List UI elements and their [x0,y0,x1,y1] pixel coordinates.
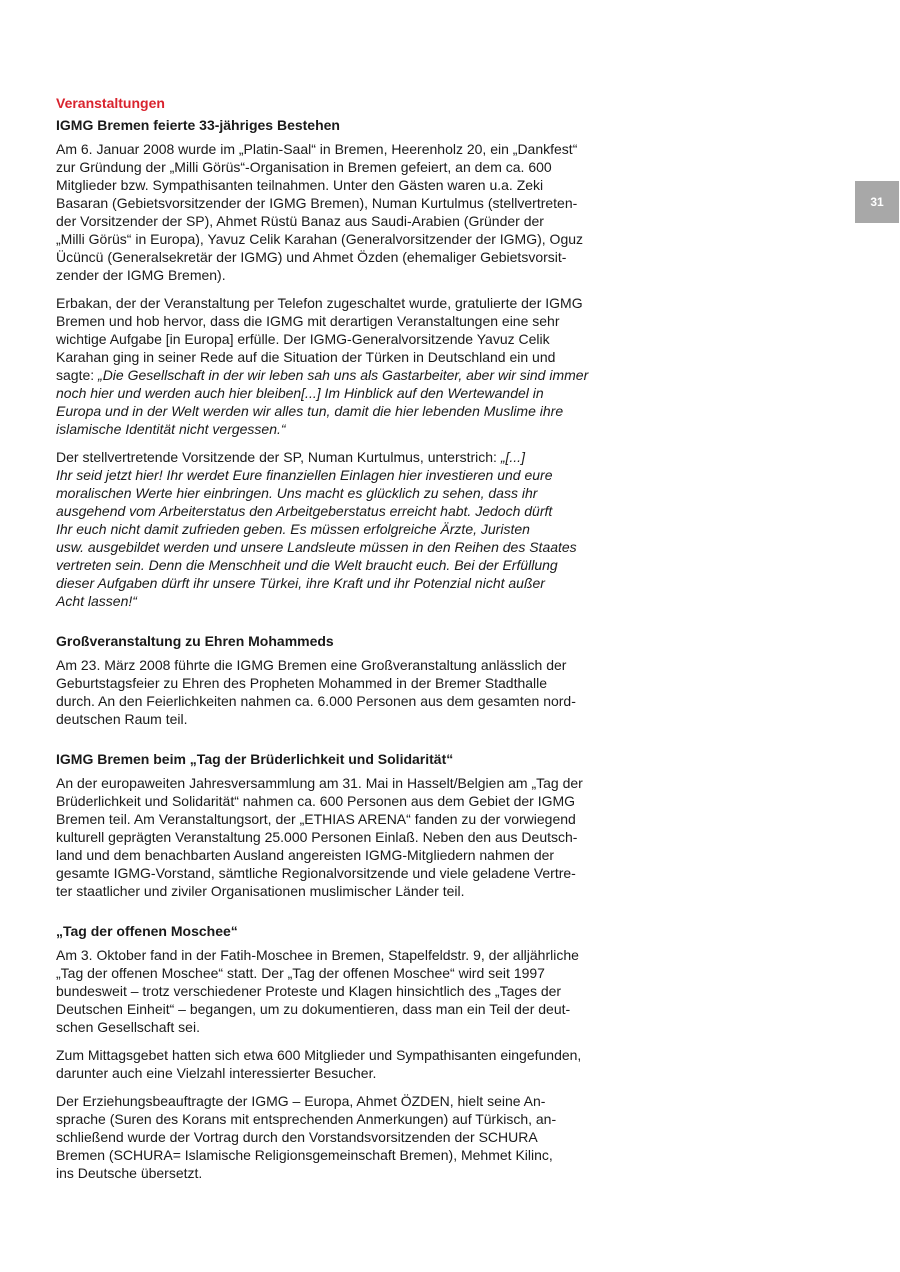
text-line [56,1046,608,1064]
text-run: Basaran (Gebietsvorsitzender der IGMG Bremen), Numan Kurtulmus (stellvertreten- [56,195,578,211]
paragraph [56,294,608,438]
section-heading: „Tag der offenen Moschee“ [56,923,238,939]
text-run: zender der IGMG Bremen). [56,267,226,283]
text-run: Der stellvertretende Vorsitzende der SP, Numan Kurtulmus, unterstrich: [56,449,501,465]
text-run: darunter auch eine Vielzahl interessierter Besucher. [56,1065,377,1081]
text-run: schen Gesellschaft sei. [56,1019,200,1035]
text-line [56,402,608,420]
text-line [56,176,608,194]
text-line [56,1018,608,1036]
paragraph [56,946,608,1036]
page-number: 31 [870,195,884,209]
paragraph [56,448,608,610]
text-run: noch hier und werden auch hier bleiben[...] Im Hinblick auf den Wertewandel in [56,385,544,401]
text-line [56,556,608,574]
text-run: Ücüncü (Generalsekretär der IGMG) und Ahmet Özden (ehemaliger Gebietsvorsit- [56,249,567,265]
text-line [56,674,608,692]
quote-start: „[...] [500,449,525,465]
text-line [56,592,608,610]
text-line [56,538,608,556]
text-line [56,448,608,466]
text-run: Am 3. Oktober fand in der Fatih-Moschee in Bremen, Stapelfeldstr. 9, der alljährliche [56,947,579,963]
paragraph [56,140,608,284]
text-line [56,366,608,384]
section-heading: IGMG Bremen beim „Tag der Brüderlichkeit und Solidarität“ [56,751,454,767]
text-run: islamische Identität nicht vergessen.“ [56,421,286,437]
text-line [56,330,608,348]
section-heading: Großveranstaltung zu Ehren Mohammeds [56,633,334,649]
text-line [56,946,608,964]
text-line [56,574,608,592]
text-run: zur Gründung der „Milli Görüs“-Organisation in Bremen gefeiert, an dem ca. 600 [56,159,552,175]
text-line [56,656,608,674]
text-line [56,230,608,248]
text-run: Erbakan, der der Veranstaltung per Telefon zugeschaltet wurde, gratulierte der IGMG [56,295,583,311]
text-line [56,792,608,810]
paragraph [56,656,608,728]
text-run: ter staatlicher und ziviler Organisationen muslimischer Länder teil. [56,883,465,899]
text-run: der Vorsitzender der SP), Ahmet Rüstü Banaz aus Saudi-Arabien (Gründer der [56,213,544,229]
quote-start: „Die Gesellschaft in der wir leben sah uns als Gastarbeiter, aber wir sind immer [98,367,589,383]
section-label: Veranstaltungen [56,95,165,111]
text-line [56,212,608,230]
paragraph [56,1046,608,1082]
text-line [56,774,608,792]
text-line [56,1064,608,1082]
text-run: bundesweit – trotz verschiedener Proteste und Klagen hinsichtlich des „Tages der [56,983,562,999]
text-run: Ihr seid jetzt hier! Ihr werdet Eure finanziellen Einlagen hier investieren und eure [56,467,553,483]
text-run: gesamte IGMG-Vorstand, sämtliche Regionalvorsitzende und viele geladene Vertre- [56,865,576,881]
text-line [56,194,608,212]
text-run: ins Deutsche übersetzt. [56,1165,203,1181]
text-run: sagte: [56,367,99,383]
text-line [56,248,608,266]
text-line [56,520,608,538]
text-line [56,502,608,520]
text-run: sprache (Suren des Korans mit entsprechenden Anmerkungen) auf Türkisch, an- [56,1111,557,1127]
text-run: Europa und in der Welt werden wir alles tun, damit die hier lebenden Muslime ihre [56,403,564,419]
text-run: dieser Aufgaben dürft ihr unsere Türkei, ihre Kraft und ihr Potenzial nicht außer [56,575,545,591]
text-line [56,964,608,982]
text-line [56,864,608,882]
text-line [56,1164,608,1182]
text-run: Bremen und hob hervor, dass die IGMG mit derartigen Veranstaltungen eine sehr [56,313,560,329]
text-line [56,710,608,728]
text-line [56,882,608,900]
text-line [56,982,608,1000]
text-run: Acht lassen!“ [56,593,137,609]
text-run: Deutschen Einheit“ – begangen, um zu dokumentieren, dass man ein Teil der deut- [56,1001,571,1017]
text-line [56,294,608,312]
text-line [56,140,608,158]
text-line [56,810,608,828]
text-line [56,484,608,502]
text-run: Geburtstagsfeier zu Ehren des Propheten Mohammed in der Bremer Stadthalle [56,675,548,691]
text-run: durch. An den Feierlichkeiten nahmen ca. 6.000 Personen aus dem gesamten nord- [56,693,576,709]
text-line [56,348,608,366]
text-run: ausgehend vom Arbeiterstatus den Arbeitgeberstatus erreicht habt. Jedoch dürft [56,503,553,519]
text-line [56,846,608,864]
text-run: deutschen Raum teil. [56,711,188,727]
text-run: Mitglieder bzw. Sympathisanten teilnahmen. Unter den Gästen waren u.a. Zeki [56,177,544,193]
text-run: An der europaweiten Jahresversammlung am 31. Mai in Hasselt/Belgien am „Tag der [56,775,583,791]
paragraph [56,1092,608,1182]
text-line [56,1000,608,1018]
text-run: kulturell geprägten Veranstaltung 25.000 Personen Einlaß. Neben den aus Deutsch- [56,829,578,845]
text-run: moralischen Werte hier einbringen. Uns macht es glücklich zu sehen, dass ihr [56,485,538,501]
text-line [56,828,608,846]
page-number-tab [855,181,899,223]
paragraph [56,774,608,900]
text-line [56,1110,608,1128]
text-run: Karahan ging in seiner Rede auf die Situation der Türken in Deutschland ein und [56,349,556,365]
text-run: Am 6. Januar 2008 wurde im „Platin-Saal“ in Bremen, Heerenholz 20, ein „Dankfest“ [56,141,578,157]
text-line [56,266,608,284]
text-run: schließend wurde der Vortrag durch den Vorstandsvorsitzenden der SCHURA [56,1129,538,1145]
text-run: Der Erziehungsbeauftragte der IGMG – Europa, Ahmet ÖZDEN, hielt seine An- [56,1093,546,1109]
text-run: land und dem benachbarten Ausland angereisten IGMG-Mitgliedern nahmen der [56,847,555,863]
text-line [56,158,608,176]
text-run: vertreten sein. Denn die Menschheit und die Welt braucht euch. Bei der Erfüllung [56,557,558,573]
text-line [56,1146,608,1164]
text-line [56,466,608,484]
text-line [56,384,608,402]
text-line [56,1128,608,1146]
text-run: usw. ausgebildet werden und unsere Landsleute müssen in den Reihen des Staates [56,539,577,555]
text-run: „Milli Görüs“ in Europa), Yavuz Celik Karahan (Generalvorsitzender der IGMG), Oguz [56,231,584,247]
text-run: Zum Mittagsgebet hatten sich etwa 600 Mitglieder und Sympathisanten eingefunden, [56,1047,582,1063]
text-line [56,312,608,330]
text-run: Brüderlichkeit und Solidarität“ nahmen ca. 600 Personen aus dem Gebiet der IGMG [56,793,576,809]
text-line [56,420,608,438]
section-heading: IGMG Bremen feierte 33-jähriges Bestehen [56,117,340,133]
text-run: Ihr euch nicht damit zufrieden geben. Es müssen erfolgreiche Ärzte, Juristen [56,521,530,537]
text-line [56,1092,608,1110]
text-run: Bremen (SCHURA= Islamische Religionsgemeinschaft Bremen), Mehmet Kilinc, [56,1147,553,1163]
text-run: Bremen teil. Am Veranstaltungsort, der „ETHIAS ARENA“ fanden zu der vorwiegend [56,811,576,827]
text-run: „Tag der offenen Moschee“ statt. Der „Tag der offenen Moschee“ wird seit 1997 [56,965,545,981]
document-body [56,94,608,1192]
text-line [56,692,608,710]
text-run: Am 23. März 2008 führte die IGMG Bremen eine Großveranstaltung anlässlich der [56,657,567,673]
text-run: wichtige Aufgabe [in Europa] erfülle. Der IGMG-Generalvorsitzende Yavuz Celik [56,331,550,347]
